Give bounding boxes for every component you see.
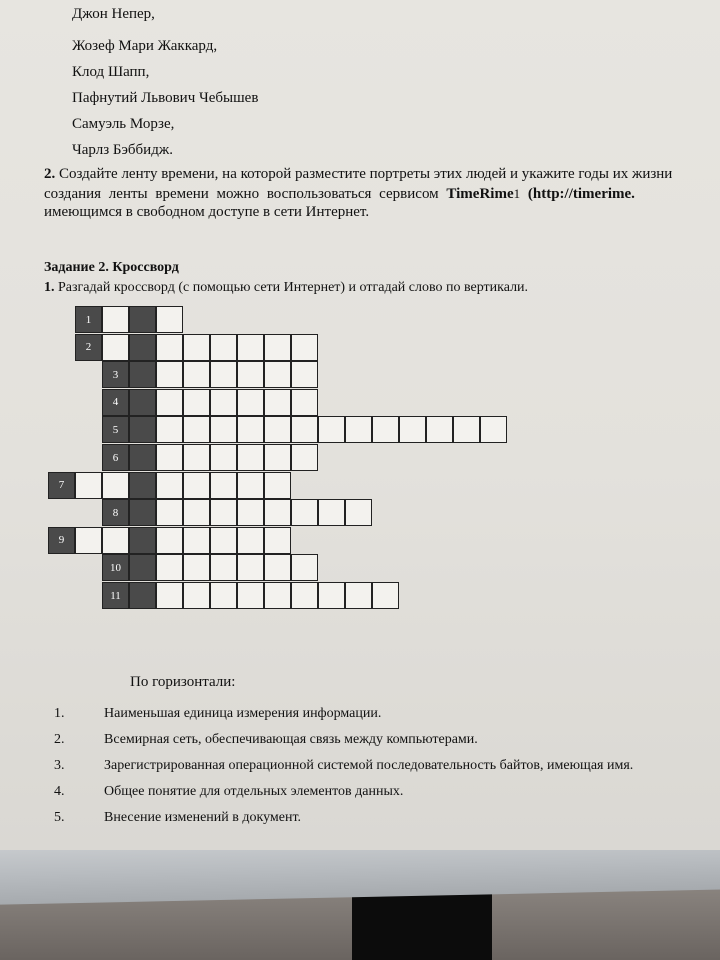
section-heading-rest: . Кроссворд <box>105 260 179 275</box>
instruction-number: 1. <box>44 280 55 295</box>
crossword-cell[interactable] <box>156 416 183 443</box>
crossword-cell[interactable] <box>264 472 291 499</box>
crossword-key-cell[interactable] <box>129 499 156 526</box>
crossword-key-cell[interactable] <box>129 389 156 416</box>
crossword-key-cell[interactable] <box>129 527 156 554</box>
crossword-cell[interactable] <box>237 334 264 361</box>
task-timeline-line1 <box>44 166 672 183</box>
crossword-cell[interactable] <box>210 444 237 471</box>
clue-number: 1. <box>54 706 65 721</box>
crossword-cell[interactable] <box>291 389 318 416</box>
shoe <box>352 886 492 960</box>
name-item: Самуэль Морзе, <box>72 116 175 132</box>
crossword-cell[interactable] <box>102 472 129 499</box>
crossword-cell[interactable] <box>210 554 237 581</box>
crossword-number-cell: 1 <box>75 306 102 333</box>
crossword-cell[interactable] <box>102 334 129 361</box>
crossword-cell[interactable] <box>210 389 237 416</box>
crossword-instruction <box>44 280 528 296</box>
crossword-number-cell: 4 <box>102 389 129 416</box>
crossword-cell[interactable] <box>237 444 264 471</box>
crossword-cell[interactable] <box>426 416 453 443</box>
crossword-cell[interactable] <box>156 582 183 609</box>
crossword-cell[interactable] <box>237 499 264 526</box>
crossword-number-cell: 2 <box>75 334 102 361</box>
clue-number: 3. <box>54 758 65 773</box>
crossword-cell[interactable] <box>480 416 507 443</box>
crossword-cell[interactable] <box>156 306 183 333</box>
crossword-cell[interactable] <box>291 361 318 388</box>
crossword-cell[interactable] <box>264 334 291 361</box>
crossword-cell[interactable] <box>264 389 291 416</box>
crossword-number-cell: 7 <box>48 472 75 499</box>
crossword-cell[interactable] <box>156 472 183 499</box>
crossword-cell[interactable] <box>210 416 237 443</box>
task-timeline-line2 <box>44 186 635 203</box>
clue-text: Всемирная сеть, обеспечивающая связь между компьютерами. <box>104 732 478 747</box>
crossword-number-cell: 11 <box>102 582 129 609</box>
crossword-cell[interactable] <box>183 334 210 361</box>
clue-item <box>54 810 301 826</box>
crossword-key-cell[interactable] <box>129 554 156 581</box>
clue-item <box>54 758 633 774</box>
clue-text: Общее понятие для отдельных элементов данных. <box>104 784 404 799</box>
crossword-cell[interactable] <box>291 416 318 443</box>
crossword-number-cell: 9 <box>48 527 75 554</box>
crossword-grid <box>48 306 528 616</box>
crossword-cell[interactable] <box>183 472 210 499</box>
crossword-cell[interactable] <box>291 334 318 361</box>
crossword-key-cell[interactable] <box>129 416 156 443</box>
service-name: TimeRime <box>446 186 514 202</box>
crossword-cell[interactable] <box>291 499 318 526</box>
crossword-cell[interactable] <box>372 416 399 443</box>
task-number: 2. <box>44 166 56 182</box>
crossword-cell[interactable] <box>264 554 291 581</box>
clues-heading: По горизонтали: <box>130 674 236 690</box>
crossword-cell[interactable] <box>183 389 210 416</box>
clue-number: 2. <box>54 732 65 747</box>
crossword-cell[interactable] <box>237 361 264 388</box>
task-text: Создайте ленту времени, на которой разместите портреты этих людей и укажите годы их жизни <box>59 166 673 182</box>
crossword-number-cell: 5 <box>102 416 129 443</box>
crossword-cell[interactable] <box>210 499 237 526</box>
crossword-cell[interactable] <box>264 582 291 609</box>
crossword-cell[interactable] <box>210 582 237 609</box>
crossword-cell[interactable] <box>210 527 237 554</box>
clue-text: Наименьшая единица измерения информации. <box>104 706 382 721</box>
crossword-cell[interactable] <box>291 554 318 581</box>
crossword-cell[interactable] <box>264 499 291 526</box>
crossword-cell[interactable] <box>102 306 129 333</box>
crossword-number-cell: 3 <box>102 361 129 388</box>
crossword-cell[interactable] <box>318 499 345 526</box>
crossword-cell[interactable] <box>210 361 237 388</box>
crossword-cell[interactable] <box>345 499 372 526</box>
crossword-cell[interactable] <box>264 527 291 554</box>
crossword-cell[interactable] <box>183 444 210 471</box>
name-item: Клод Шапп, <box>72 64 150 80</box>
instruction-text: Разгадай кроссворд (с помощью сети Интернет) и отгадай слово по вертикали. <box>58 280 529 295</box>
task-text: создания ленты времени можно воспользоваться сервисом <box>44 186 439 202</box>
crossword-cell[interactable] <box>75 472 102 499</box>
crossword-cell[interactable] <box>156 499 183 526</box>
crossword-cell[interactable] <box>345 582 372 609</box>
crossword-cell[interactable] <box>237 472 264 499</box>
crossword-cell[interactable] <box>183 361 210 388</box>
crossword-number-cell: 6 <box>102 444 129 471</box>
crossword-cell[interactable] <box>183 527 210 554</box>
clue-number: 4. <box>54 784 65 799</box>
service-url: (http://timerime. <box>527 186 635 202</box>
clue-item <box>54 784 403 800</box>
name-item: Чарлз Бэббидж. <box>72 142 173 158</box>
crossword-key-cell[interactable] <box>129 582 156 609</box>
crossword-key-cell[interactable] <box>129 472 156 499</box>
crossword-cell[interactable] <box>399 416 426 443</box>
crossword-cell[interactable] <box>237 582 264 609</box>
crossword-cell[interactable] <box>183 416 210 443</box>
crossword-cell[interactable] <box>318 582 345 609</box>
crossword-cell[interactable] <box>237 389 264 416</box>
section-heading <box>44 260 179 276</box>
crossword-cell[interactable] <box>345 416 372 443</box>
crossword-cell[interactable] <box>156 361 183 388</box>
crossword-cell[interactable] <box>210 472 237 499</box>
crossword-cell[interactable] <box>102 527 129 554</box>
crossword-cell[interactable] <box>291 444 318 471</box>
name-item: Жозеф Мари Жаккард, <box>72 38 218 54</box>
crossword-cell[interactable] <box>237 416 264 443</box>
crossword-cell[interactable] <box>156 554 183 581</box>
clue-item <box>54 706 381 722</box>
crossword-number-cell: 8 <box>102 499 129 526</box>
crossword-cell[interactable] <box>264 444 291 471</box>
crossword-cell[interactable] <box>156 444 183 471</box>
crossword-cell[interactable] <box>237 554 264 581</box>
clue-item <box>54 732 478 748</box>
crossword-cell[interactable] <box>291 582 318 609</box>
clue-text: Зарегистрированная операционной системой последовательность байтов, имеющая имя. <box>104 758 634 773</box>
crossword-key-cell[interactable] <box>129 306 156 333</box>
clue-text: Внесение изменений в документ. <box>104 810 302 825</box>
crossword-cell[interactable] <box>156 334 183 361</box>
crossword-cell[interactable] <box>75 527 102 554</box>
crossword-cell[interactable] <box>453 416 480 443</box>
crossword-cell[interactable] <box>264 416 291 443</box>
name-item: Пафнутий Львович Чебышев <box>72 90 259 106</box>
crossword-cell[interactable] <box>156 389 183 416</box>
crossword-cell[interactable] <box>183 582 210 609</box>
section-heading-bold: Задание 2 <box>44 260 106 275</box>
crossword-key-cell[interactable] <box>129 334 156 361</box>
crossword-cell[interactable] <box>210 334 237 361</box>
crossword-key-cell[interactable] <box>129 444 156 471</box>
crossword-cell[interactable] <box>318 416 345 443</box>
crossword-cell[interactable] <box>372 582 399 609</box>
clue-number: 5. <box>54 810 65 825</box>
name-item: Джон Непер, <box>72 6 155 22</box>
task-timeline-line3: имеющимся в свободном доступе в сети Интернет. <box>44 204 370 220</box>
crossword-cell[interactable] <box>237 527 264 554</box>
crossword-key-cell[interactable] <box>129 361 156 388</box>
crossword-number-cell: 10 <box>102 554 129 581</box>
crossword-cell[interactable] <box>264 361 291 388</box>
crossword-cell[interactable] <box>183 499 210 526</box>
footnote-mark: 1 <box>513 186 521 201</box>
crossword-cell[interactable] <box>156 527 183 554</box>
crossword-cell[interactable] <box>183 554 210 581</box>
